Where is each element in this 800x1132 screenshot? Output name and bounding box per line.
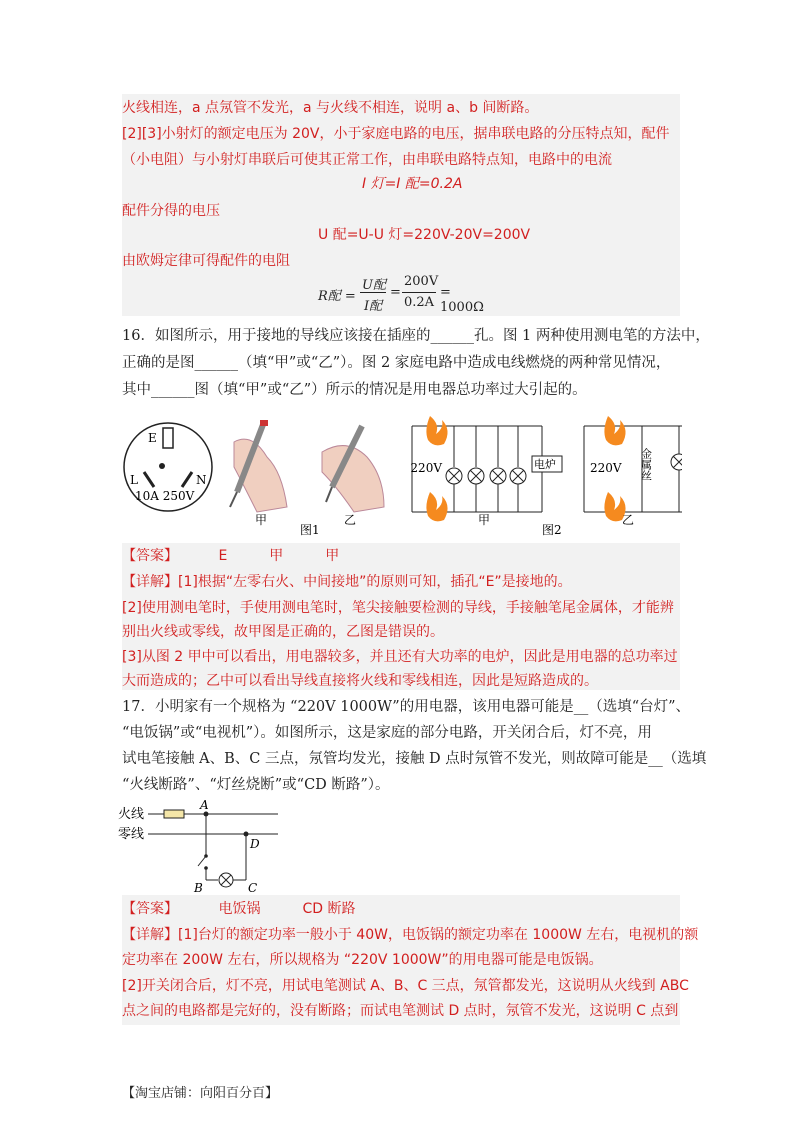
label-yi-circuit: 乙 <box>622 513 635 527</box>
prev-line-5: 由欧姆定律可得配件的电阻 <box>122 253 290 269</box>
label-fig2: 图2 <box>542 523 562 537</box>
equation-current: I 灯=I 配=0.2A <box>362 176 463 192</box>
q16-answer <box>122 546 682 566</box>
circuit-jia <box>410 416 562 527</box>
q17-detail-3: [2]开关闭合后，灯不亮，用试电笔测试 A、B、C 三点，氖管都发光，这说明从火线到 ABC <box>122 978 689 994</box>
test-pen-yi <box>322 426 384 527</box>
eq-num: U配 <box>362 278 386 293</box>
q16-detail-label: 【详解】 <box>122 574 178 590</box>
eq-lhs: R配 = <box>318 289 356 304</box>
eq-result: = 1000Ω <box>440 285 484 315</box>
equation-resistance: R配 = U配 I配 = 200V 0.2A = 1000Ω <box>318 274 488 314</box>
prev-line-3: （小电阻）与小射灯串联后可使其正常工作，由串联电路特点知，电路中的电流 <box>122 152 612 168</box>
q16-line-2: 正确的是图______（填“甲”或“乙”）。图 2 家庭电路中造成电线燃烧的两种常见情况， <box>122 355 671 371</box>
socket-diagram <box>124 423 212 511</box>
label-jia: 甲 <box>255 513 268 527</box>
eq-den2: 0.2A <box>404 295 435 310</box>
q17-line-3: 试电笔接触 A、B、C 三点，氖管均发光，接触 D 点时氖管不发光，则故障可能是__（选填 <box>122 751 707 767</box>
point-a: A <box>200 800 209 812</box>
q16-detail-2: [2]使用测电笔时，手使用测电笔时，笔尖接触要检测的导线，手接触笔尾金属体，才能辨 <box>122 600 674 616</box>
q16-answer-value: E 甲 甲 <box>218 548 340 564</box>
socket-rating: 10A 250V <box>135 489 195 503</box>
q16-detail-4: [3]从图 2 甲中可以看出，用电器较多，并且还有大功率的电炉，因此是用电器的总功率过 <box>122 649 678 665</box>
q17-detail-2: 定功率在 200W 左右，所以规格为 “220V 1000W”的用电器可能是电饭锅。 <box>122 952 603 968</box>
point-c: C <box>248 881 258 895</box>
eq-den: I配 <box>364 299 383 314</box>
q17-line-4: “火线断路”、“灯丝烧断”或“CD 断路”）。 <box>122 777 390 793</box>
q17-circuit <box>118 800 298 895</box>
q17-detail-1 <box>122 925 699 945</box>
prev-line-4: 配件分得的电压 <box>122 203 220 219</box>
prev-line-2: [2][3]小射灯的额定电压为 20V，小于家庭电路的电压，据串联电路的分压特点知，配件 <box>122 126 670 142</box>
voltage-yi: 220V <box>590 461 622 475</box>
q16-detail-1 <box>122 572 682 592</box>
q16-line-3: 其中______图（填“甲”或“乙”）所示的情况是用电器总功率过大引起的。 <box>122 382 587 398</box>
label-fig1: 图1 <box>300 523 320 537</box>
q17-detail-4: 点之间的电路都是完好的，没有断路；而试电笔测试 D 点时，氖管不发光，这说明 C 点到 <box>122 1003 679 1019</box>
socket-l-label: L <box>130 473 138 487</box>
stove-label: 电炉 <box>534 458 556 471</box>
circuit-yi <box>584 416 682 527</box>
equation-voltage: U 配=U-U 灯=220V-20V=200V <box>318 227 531 243</box>
test-pen-jia <box>230 420 287 527</box>
q17-answer <box>122 899 682 919</box>
socket-n-label: N <box>196 473 207 487</box>
metal-wire-label: 金属丝 <box>639 448 653 481</box>
q16-detail-3: 别出火线或零线，故甲图是正确的，乙图是错误的。 <box>122 624 444 640</box>
q16-answer-label: 【答案】 <box>122 548 178 564</box>
voltage-jia: 220V <box>410 461 442 475</box>
footer-shop: 【淘宝店铺：向阳百分百】 <box>122 1086 279 1101</box>
label-jia-circuit: 甲 <box>478 513 491 527</box>
point-b: B <box>194 881 203 895</box>
q16-figure <box>122 412 682 537</box>
q17-answer-value: 电饭锅 CD 断路 <box>218 901 356 917</box>
q17-line-2: “电饭锅”或“电视机”）。如图所示，这是家庭的部分电路，开关闭合后，灯不亮，用 <box>122 725 652 741</box>
neutral-wire-label: 零线 <box>118 827 145 842</box>
q16-line-1: 16．如图所示，用于接地的导线应该接在插座的______孔。图 1 两种使用测电笔的方法中， <box>122 328 710 344</box>
q16-detail-5: 大而造成的；乙中可以看出导线直接将火线和零线相连，因此是短路造成的。 <box>122 673 598 689</box>
eq-num2: 200V <box>404 274 439 289</box>
q17-detail-text-1: [1]台灯的额定功率一般小于 40W，电饭锅的额定功率在 1000W 左右，电视机的额 <box>178 927 699 943</box>
point-d: D <box>250 837 260 851</box>
q17-answer-label: 【答案】 <box>122 901 178 917</box>
q16-detail-text-1: [1]根据“左零右火、中间接地”的原则可知，插孔“E”是接地的。 <box>178 574 572 590</box>
q17-detail-label: 【详解】 <box>122 927 178 943</box>
socket-e-label: E <box>148 431 157 445</box>
label-yi: 乙 <box>344 513 357 527</box>
prev-line-1: 火线相连，a 点氖管不发光，a 与火线不相连，说明 a、b 间断路。 <box>122 100 539 116</box>
live-wire-label: 火线 <box>118 807 145 822</box>
q17-line-1: 17．小明家有一个规格为 “220V 1000W”的用电器，该用电器可能是__（选填“台灯”、 <box>122 699 691 715</box>
